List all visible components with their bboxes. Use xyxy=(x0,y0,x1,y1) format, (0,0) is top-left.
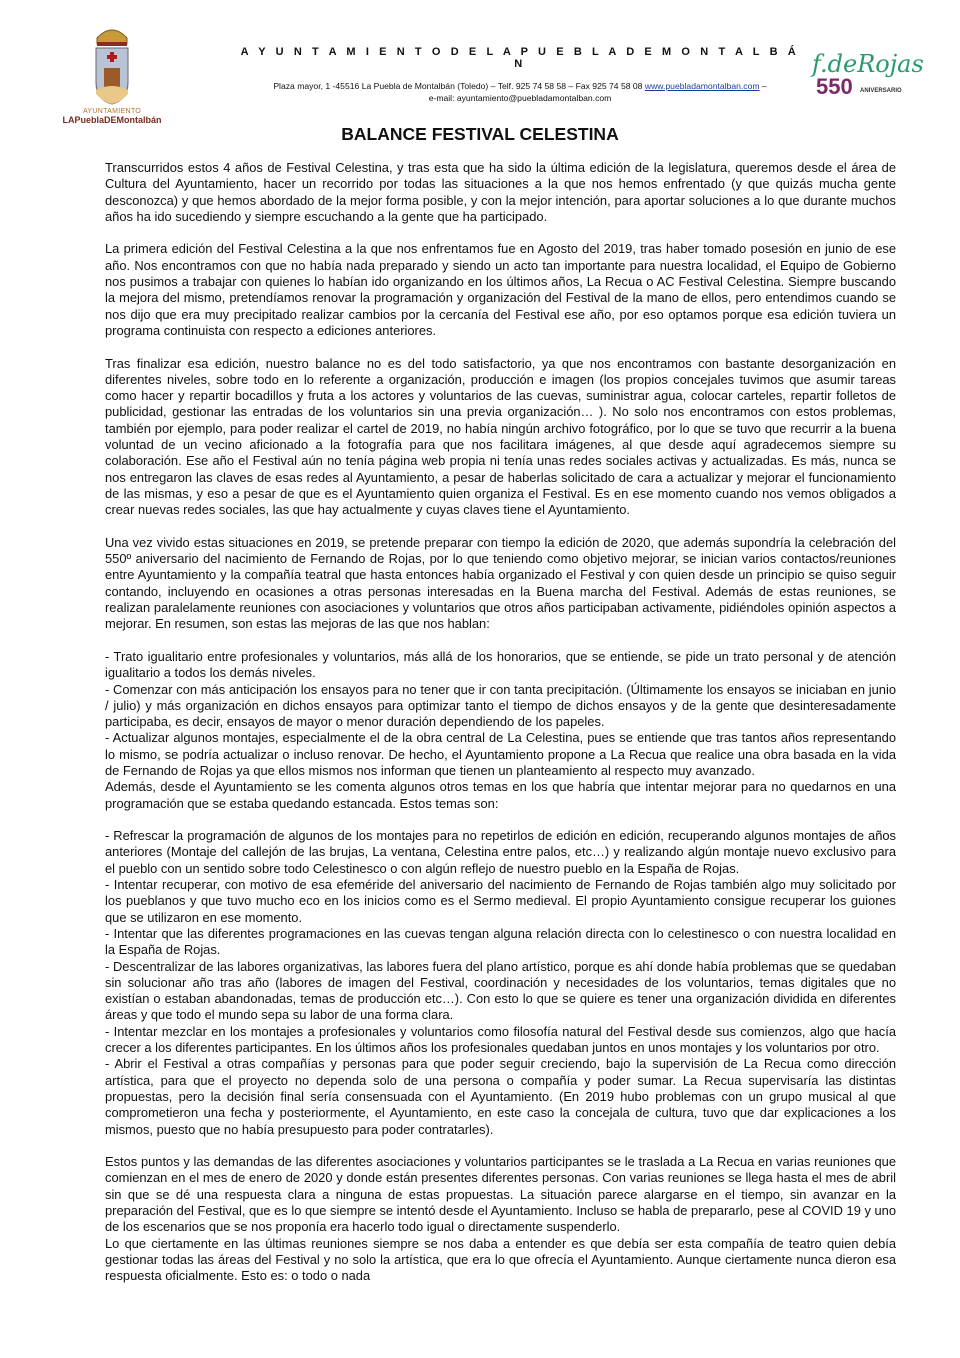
paragraph: Lo que ciertamente en las últimas reuniones siempre se nos daba a entender es que debía ser esta compañía de teatro quien debía gestionar todas las áreas del Festival y no solo la artística, que era lo que ofrecía el Ayuntamiento. Aunque ciertamente nunca dieron esa respuesta oficialmente. Esto es: o todo o nada xyxy=(105,1235,896,1284)
paragraph-block xyxy=(105,160,896,225)
website-link[interactable]: www.puebladamontalban.com xyxy=(644,81,760,91)
paragraph: - Abrir el Festival a otras compañías y personas para que poder seguir creciendo, bajo la supervisión de La Recua como dirección artística, para que el proyecto no dependa solo de una persona o compañía y poder sumar. La Recua supervisaría las distintas propuestas, pero la decisión final sería consensuada con el Ayuntamiento. (En 2019 hubo problemas con un grupo musical al que comprometieron una fecha y posteriormente, el Ayuntamiento, en este caso la concejala de cultura, tuvo que dar explicaciones a los mismos, puesto que no había presupuesto para poder contratarles). xyxy=(105,1056,896,1137)
paragraph-block xyxy=(105,535,896,633)
logo-town-name: LAPueblaDEMontalbán xyxy=(62,115,162,125)
paragraph: La primera edición del Festival Celestina a la que nos enfrentamos fue en Agosto del 2019, tras haber tomado posesión en junio de ese año. Nos encontramos con que no había nada preparado y siendo un acto tan importante para nuestra localidad, el Equipo de Gobierno nos pusimos a trabajar con quienes lo habían ido organizando en los últimos años, La Recua o AC Festival Celestina. Siempre buscando la mejora del mismo, pretendíamos renovar la programación y organización del Festival de la mano de ellos, pero entendimos cuando se nos dijo que era muy precipitado realizar cambios por la cercanía del Festival ese año, por eso optamos porque esa edición tuviera un programa continuista con respecto a ediciones anteriores. xyxy=(105,241,896,338)
paragraph-block xyxy=(105,1154,896,1284)
email-text: e-mail: ayuntamiento@puebladamontalban.com xyxy=(428,93,612,103)
paragraph: Transcurridos estos 4 años de Festival Celestina, y tras esta que ha sido la última edición de la legislatura, queremos desde el área de Cultura del Ayuntamiento, hacer un recorrido por todas las situaciones a la que nos hemos enfrentado (y que quizás mucha gente desconozca) y que hemos abordado de la mejor forma posible, y con la mejor intención, para aportar soluciones a lo que durante muchos años ha ido sucediendo y siempre escuchando a la gente que ha participado. xyxy=(105,160,896,224)
address-text: Plaza mayor, 1 -45516 La Puebla de Montalbán (Toledo) – Telf. 925 74 58 58 – Fax 925 74 58 08 xyxy=(273,81,643,91)
paragraph: Además, desde el Ayuntamiento se les comenta algunos otros temas en los que habría que intentar mejorar para no quedarnos en una programación que se estaba quedando estancada. Estos temas son: xyxy=(105,779,896,811)
organization-name: A Y U N T A M I E N T O D E L A P U E B L A D E M O N T A L B Á N xyxy=(240,46,800,70)
paragraph-block xyxy=(105,649,896,812)
address-line: Plaza mayor, 1 -45516 La Puebla de Montalbán (Toledo) – Telf. 925 74 58 58 – Fax 925 74 58 08 www.puebladamontalban.com – e-mail: ayuntamiento@puebladamontalban.com xyxy=(273,81,767,103)
svg-text:550: 550 xyxy=(816,74,853,99)
paragraph: Una vez vivido estas situaciones en 2019, se pretende preparar con tiempo la edición de 2020, que además supondría la celebración del 550º aniversario del nacimiento de Fernando de Rojas, por lo que teniendo como objetivo mejorar, se inician varios contactos/reuniones entre Ayuntamiento y la compañía teatral que hasta entonces había organizado el Festival y con quien desde un principio se quiso seguir contando, incluyendo en ocasiones a otras personas interesadas en la Buena marcha del Festival. Además de estas reuniones, se realizan paralelamente reuniones con asociaciones y voluntarios que otros años participaban activamente, pidiéndoles opinión aspectos a mejorar. En resumen, son estas las mejoras de las que nos hablan: xyxy=(105,534,896,632)
paragraph: - Comenzar con más anticipación los ensayos para no tener que ir con tanta precipitación. (Últimamente los ensayos se iniciaban en junio / julio) y más organización en dichos ensayos para optimizar tanto el tiempo de dichos ensayos y de la gente que desinteresadamente participaba, es decir, ensayos de mayor o menor duración dependiendo de los papeles. xyxy=(105,681,896,730)
letterhead xyxy=(240,46,800,104)
paragraph-block xyxy=(105,241,896,339)
paragraph: - Intentar mezclar en los montajes a profesionales y voluntarios como filosofía natural del Festival desde sus comienzos, algo que hacía crecer a los diferentes participantes. En los últimos años los profesionales quedaban juntos en unos montajes y los voluntarios por otro. xyxy=(105,1023,896,1056)
paragraph-block xyxy=(105,828,896,1138)
paragraph: Tras finalizar esa edición, nuestro balance no es del todo satisfactorio, ya que nos encontramos con bastante desorganización en diferentes niveles, sobre todo en lo referente a organización, producción e imagen (los propios concejales tuvimos que asumir tareas como hacer y repartir bocadillos y fruta a los actores y voluntarios de las cuevas, suministrar agua, colocar carteles, repartir folletos de publicidad, gestionar las entradas de los voluntarios sin una previa organización… ). No solo nos encontramos con estos problemas, también por ejemplo, para poder realizar el cartel de 2019, no había ningún archivo fotográfico, por lo que se tuvo que recurrir a la buena voluntad de un vecino aficionado a la fotografía para que nos facilitara imágenes, al que desde aquí agradecemos siempre su colaboración. Ese año el Festival aún no tenía página web propia ni tenía unas redes sociales activas y actualizadas. Es más, nunca se nos entregaron las claves de esas redes al Ayuntamiento, a pesar de haberlas solicitado de cara a actualizar y mejorar el funcionamiento de las mismas, y eso a pesar de que es el Ayuntamiento quien organiza el Festival. Es en ese momento cuando nos vemos obligados a crear nuevas redes sociales, las que hay actualmente y cuyas claves tiene el Ayuntamiento. xyxy=(105,355,896,518)
paragraph: - Actualizar algunos montajes, especialmente el de la obra central de La Celestina, pues se entiende que tras tantos años representando lo mismo, se podría actualizar o incluso renovar. De hecho, el Ayuntamiento propone a La Recua que realice una obra basada en la vida de Fernando de Rojas ya que ellos mismos nos informan que tienen un planteamiento al respecto muy avanzado. xyxy=(105,730,896,778)
document-title: BALANCE FESTIVAL CELESTINA xyxy=(341,124,619,144)
paragraph: - Trato igualitario entre profesionales y voluntarios, más allá de los honorarios, que se entiende, se pide un trato personal y de atención igualitario a todos los demás niveles. xyxy=(105,648,896,681)
rojas-550-anniversary-logo xyxy=(806,46,924,99)
svg-text:f.deRojas: f.deRojas xyxy=(812,50,924,78)
paragraph: Estos puntos y las demandas de las diferentes asociaciones y voluntarios participantes se le traslada a La Recua en varias reuniones que comienzan en el mes de enero de 2020 y donde están presentes diferentes personas. Con varias reuniones se llega hasta el mes de abril sin que se dé una respuesta clara a ninguna de estas propuestas. La situación parece alargarse en el tiempo, sin avanzar en la preparación del Festival, que es lo que siempre se intentó desde el Ayuntamiento. Incluso se habla de prepararlo, pese al COVID 19 y uno de los escenarios que se nos proponía era hacerlo todo igual o directamente suspenderlo. xyxy=(105,1154,896,1235)
paragraph-block xyxy=(105,356,896,519)
paragraph: - Intentar recuperar, con motivo de esa efeméride del aniversario del nacimiento de Fernando de Rojas también algo muy solicitado por los pueblanos y que tuvo mucho eco en los inicios como es el Sermo medieval. El propio Ayuntamiento consigue recuperar los guiones que se utilizaron en ese momento. xyxy=(105,877,896,925)
logo-ayuntamiento-text: AYUNTAMIENTO xyxy=(82,108,142,115)
coat-of-arms-icon xyxy=(91,24,133,106)
municipal-coat-of-arms-logo xyxy=(62,24,162,125)
document-body xyxy=(105,160,896,1301)
svg-text:ANIVERSARIO: ANIVERSARIO xyxy=(860,88,902,94)
paragraph: - Intentar que las diferentes programaciones en las cuevas tengan alguna relación directa con lo celestinesco o con nuestra localidad en la España de Rojas. xyxy=(105,925,896,958)
anniversary-logo-icon xyxy=(806,46,924,99)
paragraph: - Descentralizar de las labores organizativas, las labores fuera del plano artístico, porque es ahí donde había problemas que se quedaban sin solucionar año tras año (labores de imagen del Festival, coordinación y necesidades de los voluntarios, temas digitales que no existían o estaban abandonadas, temas de producción etc…). Con esto lo que se quiere es tener una organización dividida en diferentes áreas y que todo el mundo sepa su labor de una forma clara. xyxy=(105,958,896,1023)
paragraph: - Refrescar la programación de algunos de los montajes para no repetirlos de edición en edición, recuperando algunos montajes de años anteriores (Montaje del callejón de las brujas, La ventana, Celestina entre palos, etc…) y realizando algún montaje nuevo exclusivo para el pueblo con un sentido sobre todo Celestinesco o con algún reflejo de nuestro pueblo en la España de Rojas. xyxy=(105,828,896,876)
